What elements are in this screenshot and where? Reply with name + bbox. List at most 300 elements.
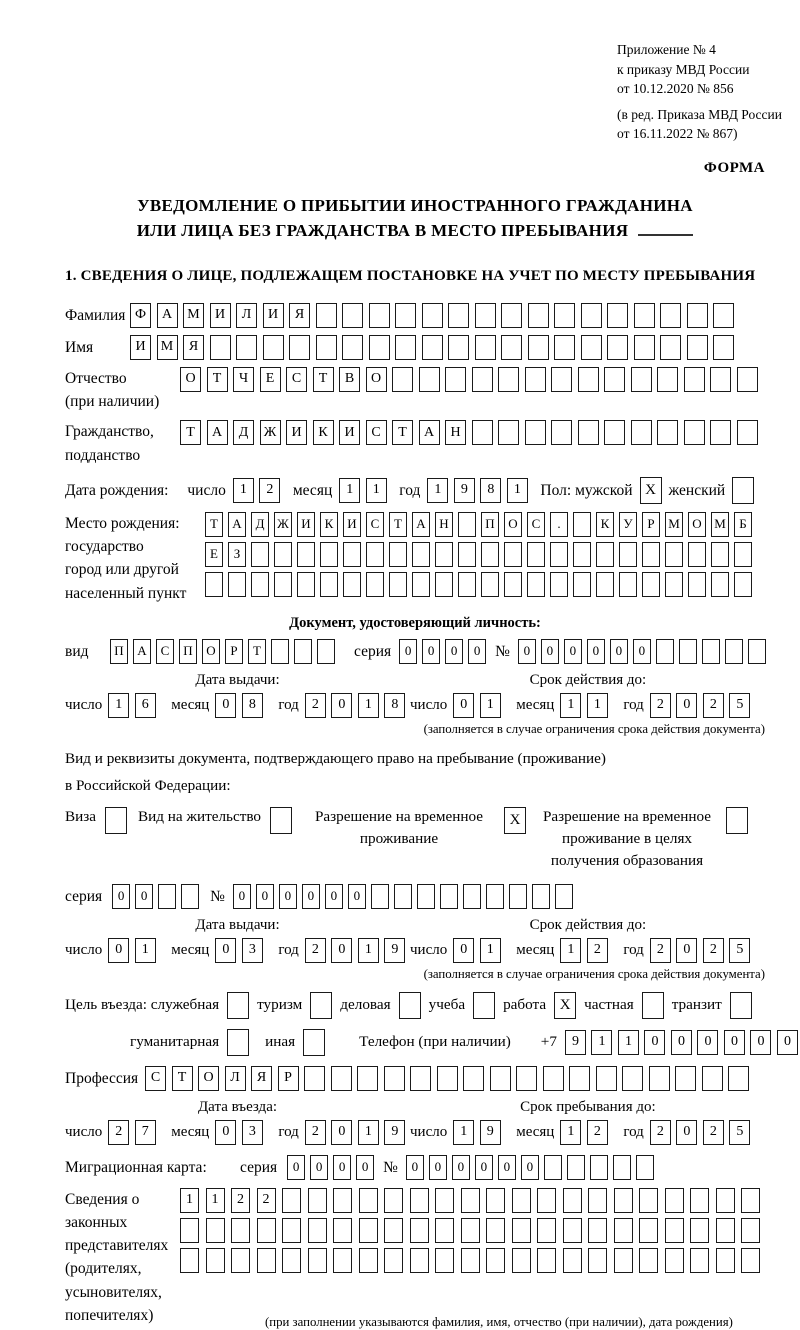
char-cell[interactable] [656, 639, 674, 664]
char-cell[interactable] [501, 335, 522, 360]
char-cell[interactable]: О [688, 512, 706, 537]
char-cell[interactable]: Я [183, 335, 204, 360]
char-cell[interactable]: 0 [108, 938, 129, 963]
char-cell[interactable]: 0 [750, 1030, 771, 1055]
char-cell[interactable] [486, 1248, 505, 1273]
char-cell[interactable] [304, 1066, 325, 1091]
char-cell[interactable] [702, 1066, 723, 1091]
char-cell[interactable] [525, 420, 546, 445]
char-cell[interactable]: 0 [644, 1030, 665, 1055]
char-cell[interactable] [343, 542, 361, 567]
char-cell[interactable]: Т [172, 1066, 193, 1091]
char-cell[interactable] [581, 335, 602, 360]
char-cell[interactable] [634, 303, 655, 328]
char-cell[interactable] [509, 884, 527, 909]
char-cell[interactable] [412, 572, 430, 597]
char-cell[interactable] [660, 303, 681, 328]
char-cell[interactable]: 0 [331, 693, 352, 718]
char-cell[interactable] [210, 335, 231, 360]
char-cell[interactable] [333, 1248, 352, 1273]
char-cell[interactable] [607, 303, 628, 328]
char-cell[interactable]: У [619, 512, 637, 537]
char-cell[interactable] [690, 1218, 709, 1243]
char-cell[interactable]: 1 [180, 1188, 199, 1213]
char-cell[interactable] [604, 420, 625, 445]
char-cell[interactable]: 5 [729, 693, 750, 718]
char-cell[interactable] [417, 884, 435, 909]
char-cell[interactable] [472, 420, 493, 445]
char-cell[interactable] [448, 335, 469, 360]
char-cell[interactable] [690, 1188, 709, 1213]
char-cell[interactable]: П [110, 639, 128, 664]
sex-male-checkbox[interactable]: X [640, 477, 662, 504]
char-cell[interactable] [588, 1188, 607, 1213]
char-cell[interactable]: Н [445, 420, 466, 445]
char-cell[interactable] [412, 542, 430, 567]
char-cell[interactable] [504, 542, 522, 567]
char-cell[interactable]: М [711, 512, 729, 537]
char-cell[interactable] [710, 420, 731, 445]
char-cell[interactable] [716, 1218, 735, 1243]
char-cell[interactable] [581, 303, 602, 328]
temp-residence-edu-checkbox[interactable] [726, 807, 748, 834]
char-cell[interactable]: Ж [274, 512, 292, 537]
char-cell[interactable] [716, 1248, 735, 1273]
char-cell[interactable]: Е [205, 542, 223, 567]
char-cell[interactable]: 1 [358, 1120, 379, 1145]
char-cell[interactable] [737, 367, 758, 392]
char-cell[interactable] [573, 572, 591, 597]
char-cell[interactable] [490, 1066, 511, 1091]
char-cell[interactable] [410, 1248, 429, 1273]
char-cell[interactable] [437, 1066, 458, 1091]
char-cell[interactable] [263, 335, 284, 360]
char-cell[interactable]: З [228, 542, 246, 567]
char-cell[interactable]: 0 [112, 884, 130, 909]
char-cell[interactable] [554, 303, 575, 328]
char-cell[interactable] [180, 1218, 199, 1243]
char-cell[interactable]: П [481, 512, 499, 537]
char-cell[interactable]: К [320, 512, 338, 537]
char-cell[interactable]: А [157, 303, 178, 328]
char-cell[interactable] [206, 1218, 225, 1243]
char-cell[interactable] [228, 572, 246, 597]
char-cell[interactable] [320, 542, 338, 567]
char-cell[interactable]: Я [289, 303, 310, 328]
char-cell[interactable]: А [419, 420, 440, 445]
char-cell[interactable] [308, 1218, 327, 1243]
char-cell[interactable]: 1 [339, 478, 360, 503]
char-cell[interactable]: И [130, 335, 151, 360]
char-cell[interactable]: 0 [633, 639, 651, 664]
char-cell[interactable]: 2 [650, 1120, 671, 1145]
char-cell[interactable] [665, 1188, 684, 1213]
char-cell[interactable] [614, 1188, 633, 1213]
char-cell[interactable]: И [210, 303, 231, 328]
char-cell[interactable] [435, 542, 453, 567]
char-cell[interactable]: Д [251, 512, 269, 537]
char-cell[interactable] [274, 572, 292, 597]
char-cell[interactable]: 1 [560, 693, 581, 718]
char-cell[interactable] [588, 1218, 607, 1243]
char-cell[interactable]: 0 [564, 639, 582, 664]
char-cell[interactable]: 1 [366, 478, 387, 503]
char-cell[interactable] [734, 542, 752, 567]
char-cell[interactable] [463, 1066, 484, 1091]
char-cell[interactable] [501, 303, 522, 328]
char-cell[interactable] [563, 1188, 582, 1213]
char-cell[interactable]: Н [435, 512, 453, 537]
char-cell[interactable]: 0 [310, 1155, 328, 1180]
char-cell[interactable] [725, 639, 743, 664]
char-cell[interactable] [642, 542, 660, 567]
char-cell[interactable] [316, 303, 337, 328]
char-cell[interactable] [567, 1155, 585, 1180]
char-cell[interactable] [369, 335, 390, 360]
char-cell[interactable]: Т [313, 367, 334, 392]
char-cell[interactable]: О [504, 512, 522, 537]
char-cell[interactable] [684, 420, 705, 445]
char-cell[interactable] [711, 572, 729, 597]
char-cell[interactable]: 5 [729, 1120, 750, 1145]
char-cell[interactable] [486, 1218, 505, 1243]
char-cell[interactable]: 1 [560, 938, 581, 963]
char-cell[interactable]: Л [225, 1066, 246, 1091]
char-cell[interactable] [297, 542, 315, 567]
purpose-other-checkbox[interactable] [303, 1029, 325, 1056]
char-cell[interactable] [458, 512, 476, 537]
char-cell[interactable] [619, 542, 637, 567]
char-cell[interactable]: 9 [480, 1120, 501, 1145]
char-cell[interactable] [422, 335, 443, 360]
char-cell[interactable]: 1 [507, 478, 528, 503]
char-cell[interactable] [394, 884, 412, 909]
char-cell[interactable]: 2 [305, 938, 326, 963]
char-cell[interactable] [440, 884, 458, 909]
char-cell[interactable] [359, 1248, 378, 1273]
char-cell[interactable] [461, 1188, 480, 1213]
char-cell[interactable] [308, 1188, 327, 1213]
char-cell[interactable]: 1 [587, 693, 608, 718]
char-cell[interactable]: 2 [703, 1120, 724, 1145]
char-cell[interactable]: Т [207, 367, 228, 392]
char-cell[interactable] [551, 420, 572, 445]
char-cell[interactable]: К [313, 420, 334, 445]
char-cell[interactable]: Л [236, 303, 257, 328]
char-cell[interactable] [607, 335, 628, 360]
char-cell[interactable]: 0 [429, 1155, 447, 1180]
char-cell[interactable] [236, 335, 257, 360]
char-cell[interactable]: 1 [453, 1120, 474, 1145]
char-cell[interactable] [702, 639, 720, 664]
char-cell[interactable]: О [180, 367, 201, 392]
char-cell[interactable] [410, 1066, 431, 1091]
char-cell[interactable]: И [286, 420, 307, 445]
char-cell[interactable] [613, 1155, 631, 1180]
char-cell[interactable]: 2 [703, 938, 724, 963]
char-cell[interactable] [231, 1218, 250, 1243]
purpose-transit-checkbox[interactable] [730, 992, 752, 1019]
char-cell[interactable] [573, 512, 591, 537]
char-cell[interactable] [410, 1218, 429, 1243]
char-cell[interactable] [458, 572, 476, 597]
char-cell[interactable] [665, 542, 683, 567]
char-cell[interactable] [389, 542, 407, 567]
char-cell[interactable] [631, 367, 652, 392]
char-cell[interactable]: 0 [215, 938, 236, 963]
char-cell[interactable] [395, 335, 416, 360]
char-cell[interactable]: 5 [729, 938, 750, 963]
char-cell[interactable]: Т [248, 639, 266, 664]
char-cell[interactable]: 0 [279, 884, 297, 909]
char-cell[interactable]: 1 [108, 693, 129, 718]
char-cell[interactable]: 8 [242, 693, 263, 718]
char-cell[interactable]: 0 [724, 1030, 745, 1055]
char-cell[interactable]: 1 [206, 1188, 225, 1213]
char-cell[interactable] [231, 1248, 250, 1273]
char-cell[interactable]: М [157, 335, 178, 360]
char-cell[interactable] [527, 542, 545, 567]
residence-permit-checkbox[interactable] [270, 807, 292, 834]
char-cell[interactable]: 1 [358, 693, 379, 718]
char-cell[interactable] [366, 542, 384, 567]
char-cell[interactable]: К [596, 512, 614, 537]
char-cell[interactable]: 1 [233, 478, 254, 503]
char-cell[interactable]: С [366, 420, 387, 445]
char-cell[interactable]: 0 [256, 884, 274, 909]
char-cell[interactable] [498, 420, 519, 445]
char-cell[interactable] [622, 1066, 643, 1091]
char-cell[interactable]: С [145, 1066, 166, 1091]
char-cell[interactable] [604, 367, 625, 392]
char-cell[interactable]: 2 [650, 693, 671, 718]
char-cell[interactable] [410, 1188, 429, 1213]
char-cell[interactable]: 0 [215, 693, 236, 718]
char-cell[interactable] [734, 572, 752, 597]
char-cell[interactable]: О [202, 639, 220, 664]
char-cell[interactable]: 2 [587, 1120, 608, 1145]
char-cell[interactable] [554, 335, 575, 360]
char-cell[interactable]: 9 [384, 938, 405, 963]
char-cell[interactable]: Т [392, 420, 413, 445]
purpose-tourism-checkbox[interactable] [310, 992, 332, 1019]
char-cell[interactable] [435, 1248, 454, 1273]
char-cell[interactable]: 2 [257, 1188, 276, 1213]
char-cell[interactable] [679, 639, 697, 664]
char-cell[interactable] [578, 367, 599, 392]
char-cell[interactable]: 3 [242, 1120, 263, 1145]
char-cell[interactable] [297, 572, 315, 597]
char-cell[interactable] [461, 1248, 480, 1273]
char-cell[interactable]: Д [233, 420, 254, 445]
char-cell[interactable] [384, 1218, 403, 1243]
purpose-study-checkbox[interactable] [473, 992, 495, 1019]
char-cell[interactable] [384, 1066, 405, 1091]
char-cell[interactable] [634, 335, 655, 360]
char-cell[interactable] [527, 572, 545, 597]
char-cell[interactable] [384, 1248, 403, 1273]
char-cell[interactable] [384, 1188, 403, 1213]
char-cell[interactable] [333, 1218, 352, 1243]
char-cell[interactable]: Т [180, 420, 201, 445]
char-cell[interactable]: 0 [468, 639, 486, 664]
char-cell[interactable] [665, 1218, 684, 1243]
char-cell[interactable]: 0 [475, 1155, 493, 1180]
char-cell[interactable]: Ч [233, 367, 254, 392]
char-cell[interactable] [563, 1248, 582, 1273]
char-cell[interactable]: Т [389, 512, 407, 537]
char-cell[interactable] [675, 1066, 696, 1091]
char-cell[interactable] [544, 1155, 562, 1180]
char-cell[interactable]: С [286, 367, 307, 392]
char-cell[interactable] [371, 884, 389, 909]
char-cell[interactable]: Е [260, 367, 281, 392]
char-cell[interactable] [688, 542, 706, 567]
char-cell[interactable]: 6 [135, 693, 156, 718]
char-cell[interactable] [710, 367, 731, 392]
char-cell[interactable] [498, 367, 519, 392]
purpose-business-checkbox[interactable] [399, 992, 421, 1019]
char-cell[interactable] [359, 1188, 378, 1213]
char-cell[interactable]: 0 [302, 884, 320, 909]
char-cell[interactable] [660, 335, 681, 360]
char-cell[interactable] [639, 1248, 658, 1273]
char-cell[interactable]: . [550, 512, 568, 537]
visa-checkbox[interactable] [105, 807, 127, 834]
char-cell[interactable] [537, 1188, 556, 1213]
char-cell[interactable]: А [207, 420, 228, 445]
char-cell[interactable] [614, 1248, 633, 1273]
char-cell[interactable]: 0 [671, 1030, 692, 1055]
char-cell[interactable] [588, 1248, 607, 1273]
char-cell[interactable] [475, 303, 496, 328]
char-cell[interactable] [342, 303, 363, 328]
char-cell[interactable] [688, 572, 706, 597]
char-cell[interactable] [639, 1188, 658, 1213]
char-cell[interactable] [649, 1066, 670, 1091]
char-cell[interactable]: 1 [358, 938, 379, 963]
char-cell[interactable] [342, 335, 363, 360]
char-cell[interactable] [205, 572, 223, 597]
char-cell[interactable]: О [366, 367, 387, 392]
char-cell[interactable] [486, 1188, 505, 1213]
char-cell[interactable]: Б [734, 512, 752, 537]
char-cell[interactable] [366, 572, 384, 597]
char-cell[interactable]: 2 [650, 938, 671, 963]
char-cell[interactable] [512, 1248, 531, 1273]
char-cell[interactable]: И [263, 303, 284, 328]
char-cell[interactable]: Р [642, 512, 660, 537]
char-cell[interactable] [550, 542, 568, 567]
char-cell[interactable]: 2 [259, 478, 280, 503]
char-cell[interactable] [282, 1188, 301, 1213]
char-cell[interactable]: 0 [498, 1155, 516, 1180]
char-cell[interactable] [748, 639, 766, 664]
char-cell[interactable]: 2 [305, 693, 326, 718]
char-cell[interactable] [687, 303, 708, 328]
char-cell[interactable] [596, 572, 614, 597]
char-cell[interactable] [458, 542, 476, 567]
char-cell[interactable] [619, 572, 637, 597]
char-cell[interactable]: 0 [541, 639, 559, 664]
char-cell[interactable] [251, 542, 269, 567]
char-cell[interactable] [614, 1218, 633, 1243]
purpose-official-checkbox[interactable] [227, 992, 249, 1019]
char-cell[interactable] [181, 884, 199, 909]
char-cell[interactable] [713, 303, 734, 328]
char-cell[interactable] [713, 335, 734, 360]
char-cell[interactable]: 9 [384, 1120, 405, 1145]
char-cell[interactable] [537, 1248, 556, 1273]
char-cell[interactable]: И [297, 512, 315, 537]
char-cell[interactable] [343, 572, 361, 597]
char-cell[interactable] [463, 884, 481, 909]
char-cell[interactable] [461, 1218, 480, 1243]
char-cell[interactable] [657, 367, 678, 392]
char-cell[interactable]: 0 [676, 693, 697, 718]
char-cell[interactable]: 2 [305, 1120, 326, 1145]
char-cell[interactable]: 0 [325, 884, 343, 909]
char-cell[interactable]: 0 [697, 1030, 718, 1055]
char-cell[interactable]: 0 [333, 1155, 351, 1180]
char-cell[interactable]: 0 [453, 693, 474, 718]
char-cell[interactable] [357, 1066, 378, 1091]
char-cell[interactable]: 0 [676, 1120, 697, 1145]
char-cell[interactable]: 9 [454, 478, 475, 503]
char-cell[interactable]: 0 [399, 639, 417, 664]
char-cell[interactable] [555, 884, 573, 909]
char-cell[interactable] [551, 367, 572, 392]
char-cell[interactable]: 2 [231, 1188, 250, 1213]
char-cell[interactable]: А [133, 639, 151, 664]
char-cell[interactable]: 0 [406, 1155, 424, 1180]
char-cell[interactable]: 0 [348, 884, 366, 909]
char-cell[interactable]: 2 [703, 693, 724, 718]
char-cell[interactable]: А [412, 512, 430, 537]
char-cell[interactable]: Р [278, 1066, 299, 1091]
char-cell[interactable]: М [665, 512, 683, 537]
temp-residence-checkbox[interactable]: X [504, 807, 526, 834]
char-cell[interactable] [257, 1248, 276, 1273]
char-cell[interactable] [317, 639, 335, 664]
char-cell[interactable] [596, 1066, 617, 1091]
char-cell[interactable] [516, 1066, 537, 1091]
char-cell[interactable] [665, 1248, 684, 1273]
char-cell[interactable]: 1 [560, 1120, 581, 1145]
char-cell[interactable] [504, 572, 522, 597]
purpose-humanitarian-checkbox[interactable] [227, 1029, 249, 1056]
char-cell[interactable] [331, 1066, 352, 1091]
char-cell[interactable]: 1 [480, 938, 501, 963]
char-cell[interactable] [578, 420, 599, 445]
char-cell[interactable] [741, 1248, 760, 1273]
char-cell[interactable] [596, 542, 614, 567]
char-cell[interactable] [448, 303, 469, 328]
char-cell[interactable]: С [527, 512, 545, 537]
char-cell[interactable]: 9 [565, 1030, 586, 1055]
char-cell[interactable] [308, 1248, 327, 1273]
char-cell[interactable] [419, 367, 440, 392]
char-cell[interactable] [392, 367, 413, 392]
char-cell[interactable] [711, 542, 729, 567]
char-cell[interactable] [481, 542, 499, 567]
char-cell[interactable] [639, 1218, 658, 1243]
char-cell[interactable]: М [183, 303, 204, 328]
char-cell[interactable]: 0 [422, 639, 440, 664]
char-cell[interactable] [481, 572, 499, 597]
char-cell[interactable]: 0 [331, 938, 352, 963]
char-cell[interactable] [422, 303, 443, 328]
